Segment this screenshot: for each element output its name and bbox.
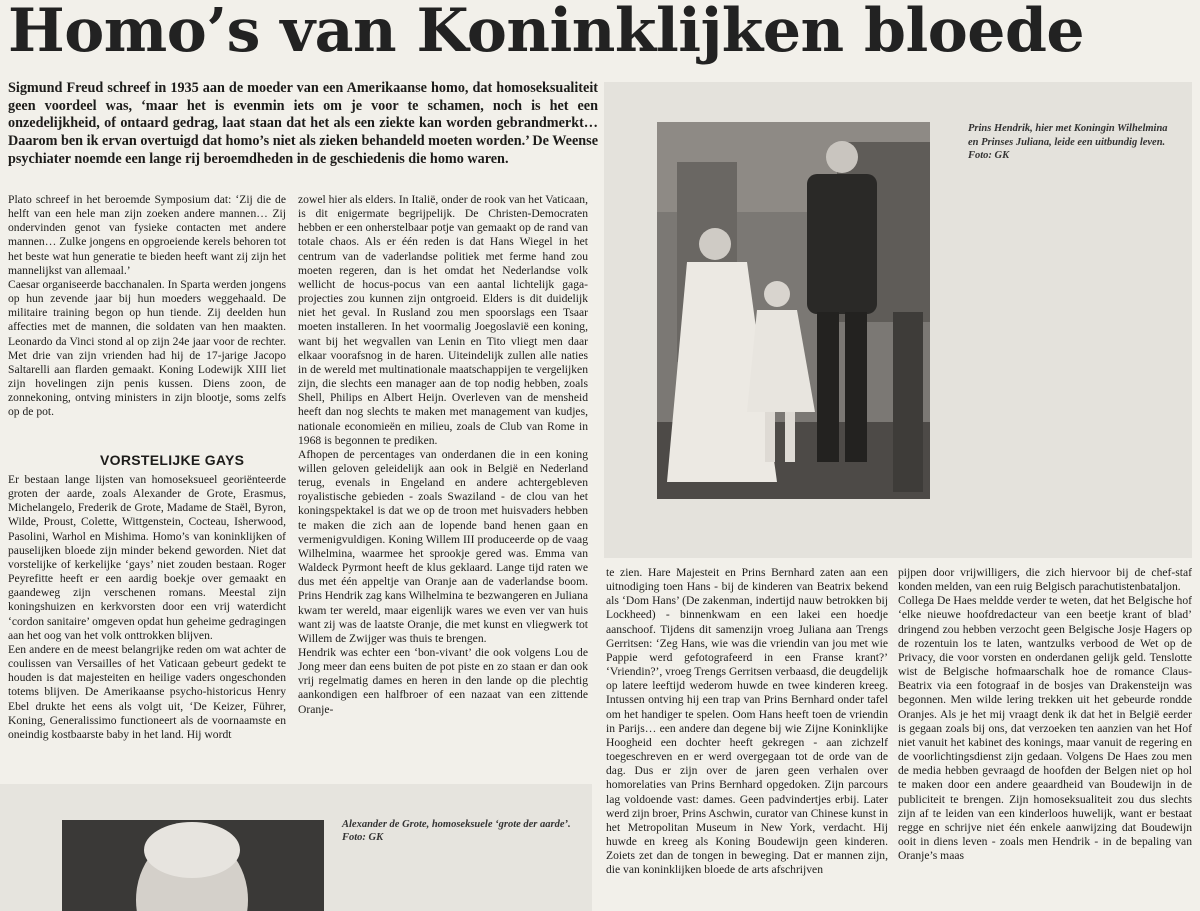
article-headline: Homo’s van Koninklijken bloede — [8, 0, 1085, 66]
paragraph: Een andere en de meest belangrijke reden om wat achter de coulissen van Versailles of het Vaticaan gebeurt gedekt te houden is dat majesteiten en heilige vaders ongeschonden totems blijven. De Amerikaanse psycho-historicus Henry Ebel drukte het eens als volgt uit, ‘De Keizer, Führer, Koning, Generalissimo functioneert als de voornaamste en oneindig kostbaarste baby in het land. Hij wordt — [8, 642, 286, 741]
paragraph: Collega De Haes meldde verder te weten, dat het Belgische hof ‘elke nieuwe hoofdredacteur van een beetje krant of blad’ dringend zou hebben verzocht geen Belgische Josje Hagers op de rozentuin los te laten, wantzulks verbood de Wet op de Privacy, die voor vorsten en onderdanen gelijk geld. Tenslotte wist de Belgische hofmaarschalk hoe de romance Claus-Beatrix via een fotograaf in de bosjes van Drakensteijn was begonnen. Men wilde lering trekken uit het gebeurde rondde Oranjes. Als je het mij vraagt denk ik dat het in België eerder is gegaan zoals bij ons, dat verzoeken ten aanzien van het Hof niet vanuit het kabinet des konings, maar vanuit de regering en de voorlichtingsdienst zijn gedaan. Volgens De Haes zou men de media hebben gevraagd de hoofden der Belgen niet op hol te maken door een andere geaardheid van Boudewijn in de publiciteit te brengen. Zijn homoseksualiteit zou dus slechts zijn af te leiden van een kinderloos huwelijk, want er bestaat regge en schrijve niet één enkele aanwijzing dat Boudewijn ooit in diens leven - zoals men Hendrik - in de bepaling van Oranje’s maas — [898, 594, 1192, 863]
paragraph: Er bestaan lange lijsten van homoseksueel georiënteerde groten der aarde, zoals Alexander de Grote, Erasmus, Michelangelo, Frederik de Grote, Madame de Staël, Byron, Wilde, Proust, Colette, Wittgenstein, Cocteau, Isherwood, Pasolini, Warhol en Mishima. Homo’s van koninklijken of pauselijken bloede zijn minder bekend geworden. Niet dat vorstelijke of kerkelijke ‘gays’ niet zouden bestaan. Roger Peyrefitte heeft er een aardig boekje over gemaakt en gaandeweg zijn verschenen romans. Meestal zijn koningshuizen en kerkvorsten door een vrij waterdicht ‘cordon sanitaire’ omgeven opdat hun geheime gedragingen aan het oog van het volk onttrokken blijven. — [8, 473, 286, 642]
paragraph: Afhopen de percentages van onderdanen die in een koning willen geloven geleidelijk aan ook in België en Nederland terug, evenals in Engeland en andere achtergebleven royalistische gebieden - zoals Swaziland - de clou van het koningspektakel is dat we op de troon met huisvaders hebben te maken die zich aan de lopende band henen gaan en vermenigvuldigen. Koning Willem III produceerde op de vaag Wilhelmina, waarmee het sprookje gered was. Emma van Waldeck Pyrmont heeft de klus geklaard. Lange tijd raten we dus met één appeltje van Oranje aan de vaderlandse boom. Prins Hendrik zag kans Wilhelmina te bezwangeren en Juliana kwam ter wereld, maar eigenlijk wares we even ver van huis want zij was de laatste Oranje, die met kunst en vliegwerk tot Willem de Zwijger was thuis te brengen. — [298, 447, 588, 645]
paragraph: pijpen door vrijwilligers, die zich hiervoor bij de chef-staf konden melden, van een ruig Belgisch parachutistenbataljon. — [898, 566, 1192, 594]
column-3 — [606, 566, 888, 906]
paragraph: te zien. Hare Majesteit en Prins Bernhard zaten aan een uitnodiging toen Hans - bij de kinderen van Beatrix bekend als ‘Dom Hans’ (De zakenman, indertijd nauw betrokken bij Lockheed) - binnenkwam en een lakei een hoedje aanschoof. Tijdens dit samenzijn vroeg Juliana aan Trengs Gerritsen: ‘Zeg Hans, wie was die vriendin van jou met wie Pappie werd gefotografeerd in een Franse krant?’ ‘Vriendin?’, vroeg Trengs Gerritsen verbaasd, die deugdelijk op latere leeftijd wederom huwde en twee kinderen kreeg. Intussen ontving hij een trap van Prins Bernhard onder tafel om het handiger te spelen. Oom Hans heeft toen de vriendin in Parijs… een andere dan degene bij wie Zijne Koninklijke Hoogheid een dochter heeft gekregen - aan zichzelf toegeschreven en er werd overgegaan tot de orde van de dag. Dus er zijn over de jaren geen verhalen over homorelaties van Prins Bernhard opgedoken. Zijn parcours lag voldoende vast: dames. Geen padvindertjes erbij. Later werd zijn broer, Prins Aschwin, curator van Chinese kunst in het Metropolitan Museum in New York, verdacht. Hij huwde en kreeg als Koning Boudewijn geen kinderen. Zoiets zet dan de tongen in beweging. Dat er mannen zijn, die van koninklijken bloede de arts afschrijven — [606, 566, 888, 877]
photo-caption: Prins Hendrik, hier met Koningin Wilhelmina en Prinses Juliana, leide een uitbundig leven. Foto: GK — [968, 123, 1168, 161]
paragraph: Hendrik was echter een ‘bon-vivant’ die ook volgens Lou de Jong meer dan eens buiten de pot piste en zo staan er dan ook vrij regelmatig dames en heren in den lande op die plechtig aankondigen een halfbroer of een nazaat van een zittende Oranje- — [298, 646, 588, 716]
column-1-bottom — [8, 473, 286, 771]
section-subhead: VORSTELIJKE GAYS — [100, 452, 245, 468]
paragraph: zowel hier als elders. In Italië, onder de rook van het Vaticaan, is dit enigermate begrijpelijk. De Christen-Democraten hebben er een onherstelbaar potje van gemaakt op de rand van totale chaos. Als er één reden is dat Hans Wiegel in het centrum van de vaderlandse politiek met ferme hand zou moeten regeren, dan is het omdat het Nederlandse volk wellicht de hocus-pocus van een aantal lichtelijk gaga-projecties zou kunnen zijn ontgroeid. Elders is dit duidelijk niet het geval. In Rusland zou men spoorslags een Tsaar moeten installeren. In het voormalig Joegoslavië een koning, want bij het wegvallen van Lenin en Tito vliegt men daar elkaar voorafsnog in de haren. Uiteindelijk zullen alle naties in de wereld met multinationale maatschappijen te vergelijken zijn, die slechts een manager aan de top nodig hebben, zoals Shell, Philips en Albert Heijn. Overleven van de mensheid heeft dan nog slechts te maken met management van kudjes, nationale economieën en milieu, zoals de Club van Rome in 1968 is begonnen te prediken. — [298, 193, 588, 447]
article-lead: Sigmund Freud schreef in 1935 aan de moeder van een Amerikaanse homo, dat homoseksualiteit geen voordeel was, ‘maar het is evenmin iets om je voor te schamen, noch is het een onzedelijkheid, of ontaard gedrag, laat staan dat het als een ziekte kan worden gebrandmerkt… Daarom ben ik ervan overtuigd dat homo’s niet als zieken behandeld moeten worden.’ De Weense psychiater noemde een lange rij beroemdheden in de geschiedenis die homo waren. — [8, 80, 598, 167]
column-1-top — [8, 193, 286, 445]
portrait-photo — [62, 820, 324, 911]
column-2 — [298, 193, 588, 771]
paragraph: Plato schreef in het beroemde Symposium dat: ‘Zij die de helft van een hele man zijn zoeken andere mannen… Zij ondervinden genot van fysieke contacten met andere mannen… Zulke jongens en opgroeiende kerels behoren tot het beste wat hun generatie te bieden heeft want zij zijn het mannelijkst van allemaal.’ — [8, 193, 286, 277]
portrait-caption: Alexander de Grote, homoseksuele ‘grote der aarde’. Foto: GK — [342, 819, 571, 843]
paragraph: Caesar organiseerde bacchanalen. In Sparta werden jongens op hun zevende jaar bij hun moeders weggehaald. De militaire training begon op hun tiende. Zij deelden hun affecties met de mannen, die soldaten van hen maakten. Leonardo da Vinci stond al op zijn 24e jaar voor de rechter. Met drie van zijn vrienden had hij de 17-jarige Jacopo Saltarelli aan flarden gemaakt. Koning Lodewijk XIII liet zijn hovelingen zijn penis kussen. Diens zoon, de zonnekoning, ontving ministers in zijn blootje, soms zelfs op de pot. — [8, 277, 286, 419]
royal-family-photo — [657, 122, 930, 499]
column-4 — [898, 566, 1192, 906]
